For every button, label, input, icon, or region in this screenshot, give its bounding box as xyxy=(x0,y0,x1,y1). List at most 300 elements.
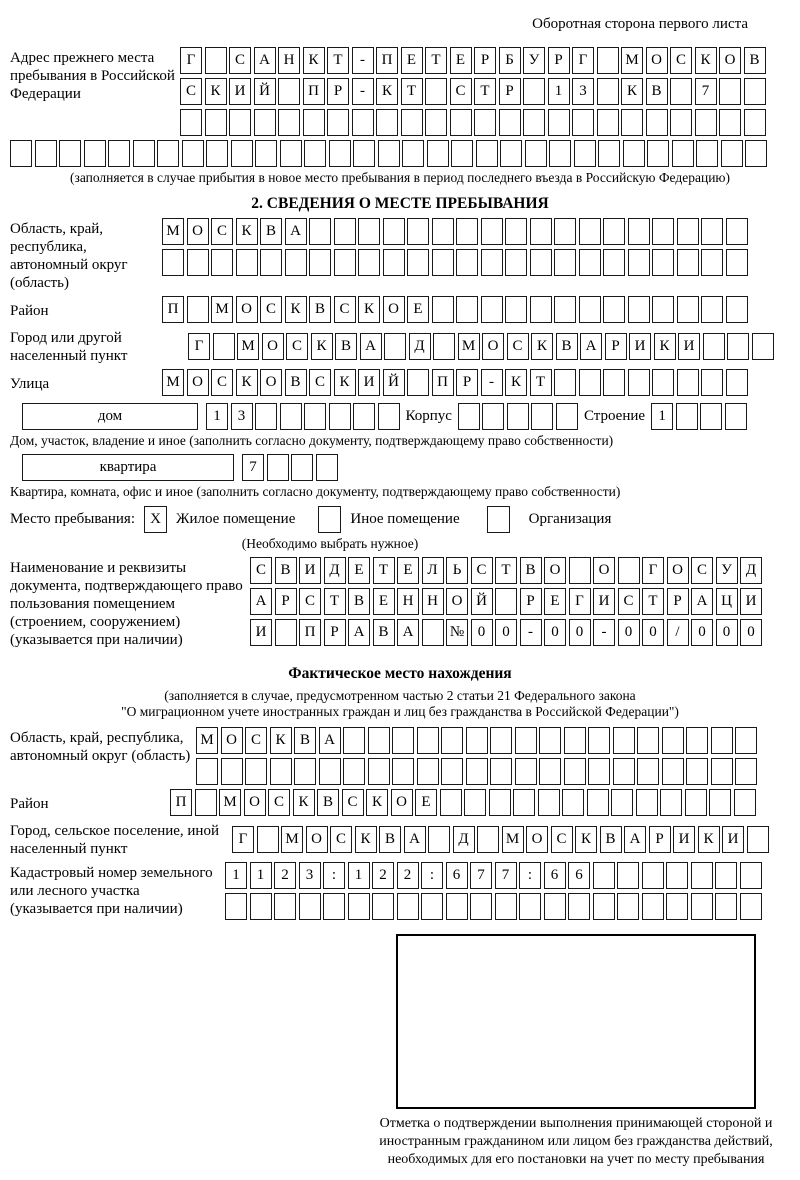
mesto-note: (Необходимо выбрать нужное) xyxy=(241,536,419,551)
char-cell xyxy=(353,140,375,167)
char-cell xyxy=(378,403,400,430)
char-cell xyxy=(603,249,625,276)
char-cell: О xyxy=(526,826,548,853)
char-cell: 6 xyxy=(568,862,590,889)
char-cell xyxy=(539,758,561,785)
char-cell xyxy=(515,727,537,754)
s2-oblast-row-2 xyxy=(162,249,748,276)
char-cell xyxy=(538,789,560,816)
char-cell: Р xyxy=(324,619,346,646)
f-raion-row xyxy=(170,789,756,816)
char-cell: И xyxy=(229,78,251,105)
char-cell xyxy=(327,109,349,136)
s2-gorod-block xyxy=(10,327,790,365)
char-cell xyxy=(401,109,423,136)
char-cell xyxy=(489,789,511,816)
char-cell xyxy=(450,109,472,136)
char-cell xyxy=(603,218,625,245)
char-cell: 6 xyxy=(544,862,566,889)
char-cell xyxy=(358,249,380,276)
char-cell: В xyxy=(520,557,542,584)
char-cell xyxy=(368,727,390,754)
char-cell xyxy=(646,109,668,136)
char-cell: 0 xyxy=(569,619,591,646)
char-cell: 1 xyxy=(225,862,247,889)
char-cell xyxy=(507,403,529,430)
char-cell: М xyxy=(162,218,184,245)
char-cell: К xyxy=(376,78,398,105)
char-cell: : xyxy=(323,862,345,889)
char-cell: Д xyxy=(740,557,762,584)
char-cell: М xyxy=(502,826,524,853)
char-cell xyxy=(10,140,32,167)
char-cell xyxy=(740,893,762,920)
char-cell: К xyxy=(285,296,307,323)
char-cell xyxy=(441,758,463,785)
char-cell xyxy=(613,758,635,785)
char-cell: Й xyxy=(254,78,276,105)
char-cell xyxy=(579,296,601,323)
char-cell: П xyxy=(376,47,398,74)
char-cell: 7 xyxy=(495,862,517,889)
char-cell xyxy=(466,727,488,754)
char-cell xyxy=(628,249,650,276)
char-cell: К xyxy=(695,47,717,74)
char-cell xyxy=(196,758,218,785)
char-cell: А xyxy=(285,218,307,245)
char-cell: 0 xyxy=(471,619,493,646)
char-cell: А xyxy=(404,826,426,853)
char-cell: Ц xyxy=(716,588,738,615)
mesto-checkbox-inoe xyxy=(318,506,341,533)
char-cell xyxy=(701,369,723,396)
f-gorod-block xyxy=(10,820,790,858)
char-cell: А xyxy=(319,727,341,754)
char-cell xyxy=(378,140,400,167)
char-cell: / xyxy=(667,619,689,646)
char-cell xyxy=(397,893,419,920)
char-cell xyxy=(734,789,756,816)
f-kadastr-row-1 xyxy=(225,862,762,889)
char-cell: Ь xyxy=(446,557,468,584)
char-cell: В xyxy=(335,333,357,360)
char-cell xyxy=(513,789,535,816)
char-cell: К xyxy=(334,369,356,396)
char-cell xyxy=(225,893,247,920)
char-cell xyxy=(593,893,615,920)
char-cell: С xyxy=(450,78,472,105)
char-cell xyxy=(686,727,708,754)
char-cell xyxy=(407,249,429,276)
char-cell xyxy=(505,218,527,245)
stroenie-label: Строение xyxy=(583,408,646,424)
f-oblast-label: Область, край, республика, автономный округ (область) xyxy=(10,730,191,764)
char-cell xyxy=(628,296,650,323)
mesto-option-inoe: Иное помещение xyxy=(350,511,460,527)
char-cell: О xyxy=(306,826,328,853)
f-gorod-label: Город, сельское поселение, иной населенный пункт xyxy=(10,823,219,857)
char-cell: О xyxy=(482,333,504,360)
char-cell: С xyxy=(180,78,202,105)
char-cell: А xyxy=(360,333,382,360)
char-cell xyxy=(652,296,674,323)
char-cell: : xyxy=(421,862,443,889)
char-cell: С xyxy=(250,557,272,584)
char-cell: К xyxy=(531,333,553,360)
char-cell: И xyxy=(593,588,615,615)
char-cell: С xyxy=(471,557,493,584)
f-oblast-row-1 xyxy=(196,727,757,754)
char-cell xyxy=(598,140,620,167)
char-cell: С xyxy=(507,333,529,360)
factual-title: Фактическое место нахождения xyxy=(288,665,512,682)
char-cell: В xyxy=(556,333,578,360)
char-cell: С xyxy=(299,588,321,615)
char-cell: В xyxy=(294,727,316,754)
char-cell: Р xyxy=(275,588,297,615)
s2-raion-row xyxy=(162,296,748,323)
char-cell: Е xyxy=(407,296,429,323)
char-cell: Т xyxy=(642,588,664,615)
char-cell: В xyxy=(317,789,339,816)
char-cell: М xyxy=(281,826,303,853)
char-cell xyxy=(686,758,708,785)
char-cell xyxy=(274,893,296,920)
char-cell xyxy=(422,619,444,646)
char-cell: О xyxy=(446,588,468,615)
char-cell: С xyxy=(260,296,282,323)
char-cell xyxy=(495,588,517,615)
char-cell: С xyxy=(211,218,233,245)
char-cell: П xyxy=(162,296,184,323)
char-cell xyxy=(303,109,325,136)
s2-oblast-row-1 xyxy=(162,218,748,245)
char-cell: - xyxy=(520,619,542,646)
char-cell xyxy=(291,454,313,481)
char-cell xyxy=(662,727,684,754)
char-cell: Е xyxy=(401,47,423,74)
char-cell xyxy=(666,862,688,889)
char-cell: № xyxy=(446,619,468,646)
char-cell: О xyxy=(236,296,258,323)
factual-note-2: "О миграционном учете иностранных граждан и лиц без гражданства в Российской Федерации") xyxy=(121,704,679,719)
char-cell xyxy=(613,727,635,754)
char-cell xyxy=(662,758,684,785)
char-cell xyxy=(727,333,749,360)
char-cell: В xyxy=(260,218,282,245)
char-cell xyxy=(554,296,576,323)
char-cell xyxy=(392,758,414,785)
char-cell xyxy=(554,218,576,245)
char-cell xyxy=(417,758,439,785)
char-cell: О xyxy=(262,333,284,360)
char-cell xyxy=(715,893,737,920)
char-cell xyxy=(677,218,699,245)
char-cell: О xyxy=(544,557,566,584)
char-cell: К xyxy=(205,78,227,105)
char-cell: С xyxy=(334,296,356,323)
f-oblast-rows xyxy=(196,727,757,785)
f-raion-label: Район xyxy=(10,795,49,812)
char-cell xyxy=(652,218,674,245)
char-cell xyxy=(554,369,576,396)
char-cell: Н xyxy=(422,588,444,615)
char-cell xyxy=(628,218,650,245)
char-cell xyxy=(611,789,633,816)
char-cell: П xyxy=(299,619,321,646)
char-cell: И xyxy=(629,333,651,360)
char-cell xyxy=(446,893,468,920)
dom-row xyxy=(10,403,790,430)
factual-note-1: (заполняется в случае, предусмотренном частью 2 статьи 21 Федерального закона xyxy=(164,688,636,703)
char-cell: Д xyxy=(324,557,346,584)
char-cell xyxy=(470,893,492,920)
char-cell: Т xyxy=(530,369,552,396)
s2-ulitsa-label: Улица xyxy=(10,375,50,392)
char-cell: Р xyxy=(520,588,542,615)
char-cell: Т xyxy=(373,557,395,584)
char-cell xyxy=(652,369,674,396)
korpus-label: Корпус xyxy=(405,408,452,424)
char-cell: У xyxy=(523,47,545,74)
char-cell: 0 xyxy=(495,619,517,646)
char-cell xyxy=(456,218,478,245)
doc-row-2 xyxy=(250,588,762,615)
char-cell xyxy=(525,140,547,167)
char-cell xyxy=(432,249,454,276)
char-cell xyxy=(309,249,331,276)
char-cell: В xyxy=(275,557,297,584)
char-cell xyxy=(642,862,664,889)
char-cell xyxy=(628,369,650,396)
char-cell xyxy=(425,109,447,136)
char-cell xyxy=(267,454,289,481)
prev-address-rows xyxy=(180,47,766,136)
char-cell: 0 xyxy=(740,619,762,646)
char-cell: И xyxy=(678,333,700,360)
char-cell: В xyxy=(744,47,766,74)
char-cell: 3 xyxy=(231,403,253,430)
char-cell: С xyxy=(342,789,364,816)
char-cell xyxy=(376,109,398,136)
char-cell: А xyxy=(691,588,713,615)
char-cell xyxy=(579,369,601,396)
char-cell xyxy=(719,109,741,136)
char-cell: К xyxy=(355,826,377,853)
char-cell: С xyxy=(245,727,267,754)
char-cell: И xyxy=(722,826,744,853)
char-cell xyxy=(384,333,406,360)
char-cell xyxy=(618,557,640,584)
char-cell: Б xyxy=(499,47,521,74)
char-cell: О xyxy=(391,789,413,816)
char-cell: С xyxy=(309,369,331,396)
char-cell xyxy=(441,727,463,754)
char-cell: Н xyxy=(397,588,419,615)
char-cell: - xyxy=(481,369,503,396)
char-cell: В xyxy=(373,619,395,646)
char-cell: С xyxy=(618,588,640,615)
char-cell xyxy=(427,140,449,167)
char-cell: К xyxy=(654,333,676,360)
char-cell: А xyxy=(397,619,419,646)
char-cell: К xyxy=(311,333,333,360)
char-cell xyxy=(519,893,541,920)
char-cell: С xyxy=(229,47,251,74)
char-cell xyxy=(477,826,499,853)
char-cell xyxy=(744,109,766,136)
char-cell: Т xyxy=(401,78,423,105)
char-cell xyxy=(309,218,331,245)
char-cell: Р xyxy=(499,78,521,105)
char-cell: К xyxy=(698,826,720,853)
char-cell xyxy=(685,789,707,816)
char-cell xyxy=(726,218,748,245)
char-cell xyxy=(597,47,619,74)
s2-ulitsa-block xyxy=(10,369,790,396)
char-cell xyxy=(574,140,596,167)
char-cell xyxy=(432,218,454,245)
char-cell xyxy=(205,109,227,136)
char-cell: М xyxy=(162,369,184,396)
char-cell: М xyxy=(621,47,643,74)
char-cell xyxy=(617,862,639,889)
char-cell xyxy=(352,109,374,136)
mesto-checkbox-org xyxy=(487,506,510,533)
char-cell: О xyxy=(187,218,209,245)
char-cell xyxy=(35,140,57,167)
char-cell xyxy=(579,218,601,245)
dom-widebox: дом xyxy=(22,403,198,430)
char-cell xyxy=(721,140,743,167)
char-cell: О xyxy=(719,47,741,74)
char-cell xyxy=(747,826,769,853)
doc-rows xyxy=(250,557,762,646)
char-cell xyxy=(490,727,512,754)
prev-address-label: Адрес прежнего места пребывания в Российской Федерации xyxy=(10,50,175,102)
char-cell xyxy=(275,619,297,646)
stamp-note: Отметка о подтверждении выполнения принимающей стороной и иностранным гражданином или лицом без гражданства действий, необходимых для его постановки на учет по месту пребывания xyxy=(379,1116,773,1167)
char-cell xyxy=(735,758,757,785)
char-cell xyxy=(735,727,757,754)
char-cell xyxy=(425,78,447,105)
char-cell: К xyxy=(575,826,597,853)
char-cell: Г xyxy=(180,47,202,74)
char-cell xyxy=(745,140,767,167)
char-cell xyxy=(660,789,682,816)
char-cell xyxy=(372,893,394,920)
char-cell xyxy=(59,140,81,167)
kvartira-widebox: квартира xyxy=(22,454,234,481)
doc-block xyxy=(10,557,790,649)
mesto-option-org: Организация xyxy=(528,511,612,527)
char-cell: А xyxy=(624,826,646,853)
f-kadastr-rows xyxy=(225,862,762,920)
char-cell xyxy=(637,758,659,785)
char-cell xyxy=(677,296,699,323)
char-cell: И xyxy=(740,588,762,615)
char-cell: 0 xyxy=(691,619,713,646)
char-cell xyxy=(433,333,455,360)
s2-raion-label: Район xyxy=(10,302,49,319)
char-cell xyxy=(726,296,748,323)
char-cell xyxy=(490,758,512,785)
char-cell xyxy=(180,109,202,136)
char-cell xyxy=(236,249,258,276)
char-cell xyxy=(481,249,503,276)
char-cell xyxy=(383,249,405,276)
char-cell xyxy=(530,249,552,276)
char-cell xyxy=(701,296,723,323)
char-cell: С xyxy=(330,826,352,853)
char-cell: О xyxy=(667,557,689,584)
char-cell: О xyxy=(646,47,668,74)
char-cell xyxy=(221,758,243,785)
char-cell xyxy=(696,140,718,167)
s2-gorod-label: Город или другой населенный пункт xyxy=(10,330,128,364)
char-cell: 7 xyxy=(242,454,264,481)
char-cell: И xyxy=(358,369,380,396)
char-cell xyxy=(481,218,503,245)
char-cell: 6 xyxy=(446,862,468,889)
char-cell: И xyxy=(673,826,695,853)
f-oblast-row-2 xyxy=(196,758,757,785)
char-cell: К xyxy=(358,296,380,323)
char-cell xyxy=(515,758,537,785)
s2-gorod-row xyxy=(188,333,774,360)
char-cell: С xyxy=(268,789,290,816)
char-cell xyxy=(285,249,307,276)
char-cell: Г xyxy=(642,557,664,584)
char-cell: В xyxy=(379,826,401,853)
char-cell xyxy=(343,758,365,785)
char-cell: К xyxy=(236,218,258,245)
dom-boxes xyxy=(206,403,400,430)
char-cell xyxy=(421,893,443,920)
char-cell xyxy=(531,403,553,430)
char-cell: М xyxy=(196,727,218,754)
char-cell xyxy=(304,403,326,430)
prev-address-row-2 xyxy=(180,78,766,105)
char-cell: М xyxy=(219,789,241,816)
char-cell: Р xyxy=(548,47,570,74)
char-cell: К xyxy=(293,789,315,816)
char-cell: О xyxy=(593,557,615,584)
char-cell xyxy=(642,893,664,920)
char-cell xyxy=(343,727,365,754)
char-cell xyxy=(456,249,478,276)
char-cell: В xyxy=(348,588,370,615)
char-cell xyxy=(505,296,527,323)
char-cell: И xyxy=(299,557,321,584)
char-cell xyxy=(554,249,576,276)
char-cell: П xyxy=(170,789,192,816)
char-cell xyxy=(744,78,766,105)
char-cell xyxy=(187,296,209,323)
char-cell xyxy=(205,47,227,74)
char-cell xyxy=(752,333,774,360)
korpus-boxes xyxy=(458,403,578,430)
char-cell: М xyxy=(211,296,233,323)
char-cell: Р xyxy=(605,333,627,360)
char-cell xyxy=(677,249,699,276)
mesto-option-zhiloe: Жилое помещение xyxy=(176,511,296,527)
char-cell: 0 xyxy=(716,619,738,646)
char-cell: В xyxy=(600,826,622,853)
char-cell xyxy=(157,140,179,167)
char-cell xyxy=(523,109,545,136)
f-kadastr-block xyxy=(10,862,790,920)
